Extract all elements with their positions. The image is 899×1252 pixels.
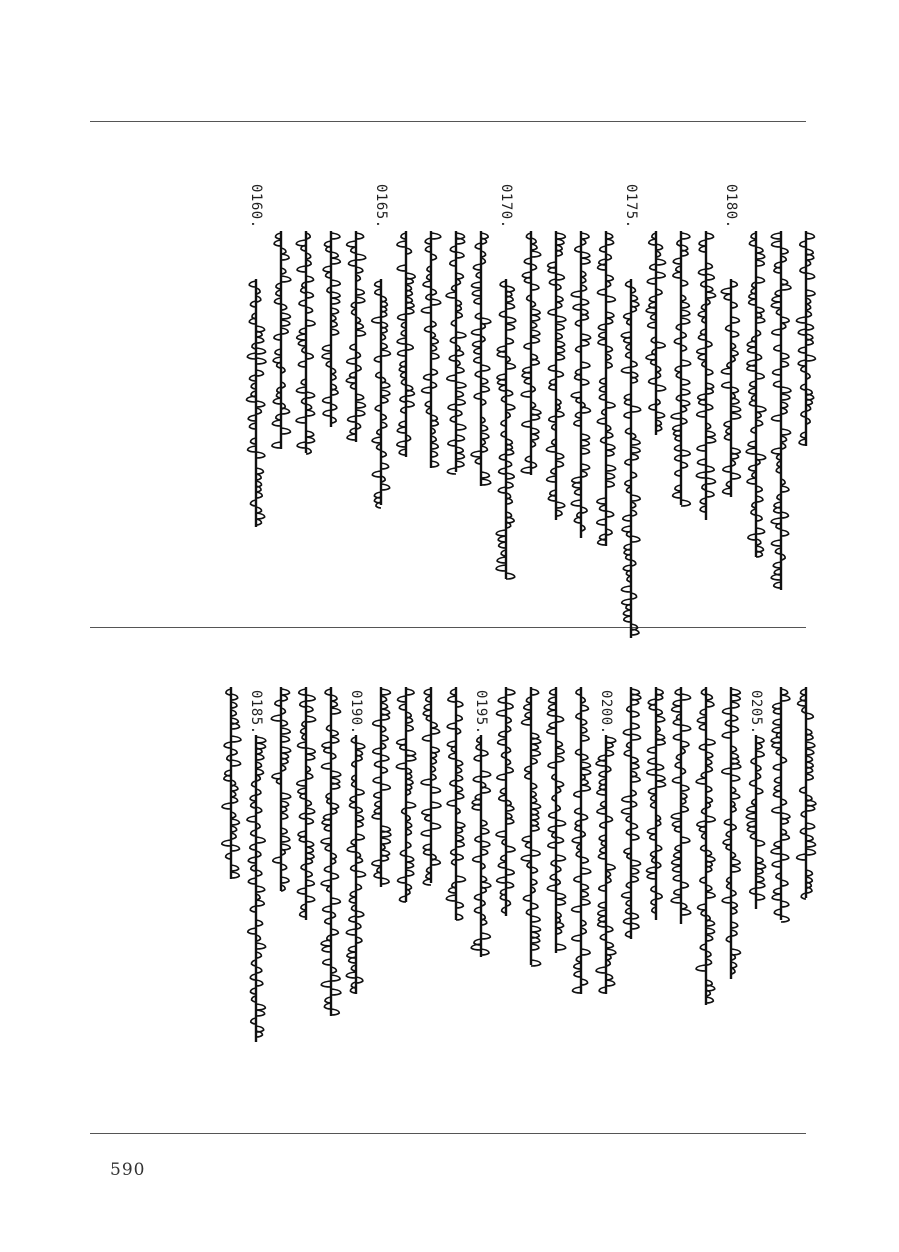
text-column [570, 627, 592, 1127]
text-column [545, 627, 567, 1127]
mongolian-script-line [246, 279, 266, 527]
mongolian-script-line [546, 687, 566, 953]
text-column [470, 627, 492, 1127]
bottom-rule [90, 1133, 806, 1134]
text-column [420, 627, 442, 1127]
mongolian-script-line [646, 231, 666, 435]
mongolian-script-line [421, 231, 441, 468]
verse-number: 0200. [598, 690, 614, 735]
text-column [670, 121, 692, 621]
mongolian-script-line [296, 231, 316, 453]
verse-number: 0185. [248, 690, 264, 735]
text-column [745, 627, 767, 1127]
text-column [620, 627, 642, 1127]
text-column [295, 121, 317, 621]
text-column [770, 121, 792, 621]
mongolian-script-line [621, 279, 641, 638]
mongolian-script-line [671, 231, 691, 505]
mongolian-script-line [446, 687, 466, 920]
text-column [470, 121, 492, 621]
mongolian-script-line [621, 687, 641, 939]
text-column [245, 627, 267, 1127]
mongolian-script-line [471, 231, 491, 486]
mongolian-script-line [746, 735, 766, 909]
text-column [695, 121, 717, 621]
upper-text-block [90, 121, 806, 627]
text-column [270, 627, 292, 1127]
text-column [245, 121, 267, 621]
mongolian-script-line [771, 231, 791, 590]
mongolian-script-line [546, 231, 566, 520]
mongolian-script-line [246, 735, 266, 1042]
mongolian-script-line [321, 231, 341, 427]
text-column [320, 121, 342, 621]
text-column [270, 121, 292, 621]
mongolian-script-line [746, 231, 766, 557]
text-column [645, 627, 667, 1127]
mongolian-script-line [571, 231, 591, 538]
mongolian-script-line [771, 687, 791, 920]
mongolian-script-line [421, 687, 441, 883]
verse-number: 0165. [373, 184, 389, 229]
verse-number: 0160. [248, 184, 264, 229]
mongolian-script-line [446, 231, 466, 472]
mongolian-script-line [646, 687, 666, 920]
text-column [570, 121, 592, 621]
text-column [520, 121, 542, 621]
text-column [370, 121, 392, 621]
mongolian-script-line [796, 687, 816, 898]
text-column [595, 121, 617, 621]
verse-number: 0180. [723, 184, 739, 229]
verse-number: 0170. [498, 184, 514, 229]
text-column [320, 627, 342, 1127]
text-column [520, 627, 542, 1127]
text-column [345, 121, 367, 621]
text-column [220, 627, 242, 1127]
text-column [370, 627, 392, 1127]
verse-number: 0175. [623, 184, 639, 229]
text-column [495, 121, 517, 621]
text-column [695, 627, 717, 1127]
mongolian-script-line [521, 687, 541, 965]
text-column [645, 121, 667, 621]
page-number: 590 [110, 1160, 146, 1180]
mongolian-script-line [371, 279, 391, 505]
mongolian-script-line [596, 231, 616, 546]
verse-number: 0205. [748, 690, 764, 735]
text-column [295, 627, 317, 1127]
text-column [595, 627, 617, 1127]
mongolian-script-line [271, 687, 291, 891]
mongolian-script-line [271, 231, 291, 449]
text-column [420, 121, 442, 621]
mongolian-script-line [321, 687, 341, 1016]
text-column [795, 627, 817, 1127]
text-column [445, 627, 467, 1127]
text-column [670, 627, 692, 1127]
mongolian-script-line [721, 279, 741, 497]
text-column [495, 627, 517, 1127]
mongolian-script-line [346, 735, 366, 994]
mongolian-script-line [496, 279, 516, 579]
text-column [345, 627, 367, 1127]
mongolian-script-line [596, 735, 616, 994]
mongolian-script-line [571, 687, 591, 994]
mongolian-script-line [371, 687, 391, 887]
text-column [720, 627, 742, 1127]
text-column [620, 121, 642, 621]
text-column [795, 121, 817, 621]
text-column [770, 627, 792, 1127]
mongolian-script-line [471, 735, 491, 957]
mongolian-script-line [396, 687, 416, 902]
mongolian-script-line [221, 687, 241, 879]
mongolian-script-line [496, 687, 516, 916]
mongolian-script-line [346, 231, 366, 442]
text-column [445, 121, 467, 621]
mongolian-script-line [521, 231, 541, 475]
text-column [745, 121, 767, 621]
mongolian-script-line [396, 231, 416, 457]
text-column [545, 121, 567, 621]
text-column [395, 121, 417, 621]
verse-number: 0195. [473, 690, 489, 735]
mongolian-script-line [696, 231, 716, 520]
mongolian-script-line [796, 231, 816, 446]
mongolian-script-line [671, 687, 691, 924]
mongolian-script-line [696, 687, 716, 1005]
verse-number: 0190. [348, 690, 364, 735]
mongolian-script-line [721, 687, 741, 979]
text-column [395, 627, 417, 1127]
text-column [720, 121, 742, 621]
mongolian-script-line [296, 687, 316, 920]
lower-text-block [90, 627, 806, 1133]
